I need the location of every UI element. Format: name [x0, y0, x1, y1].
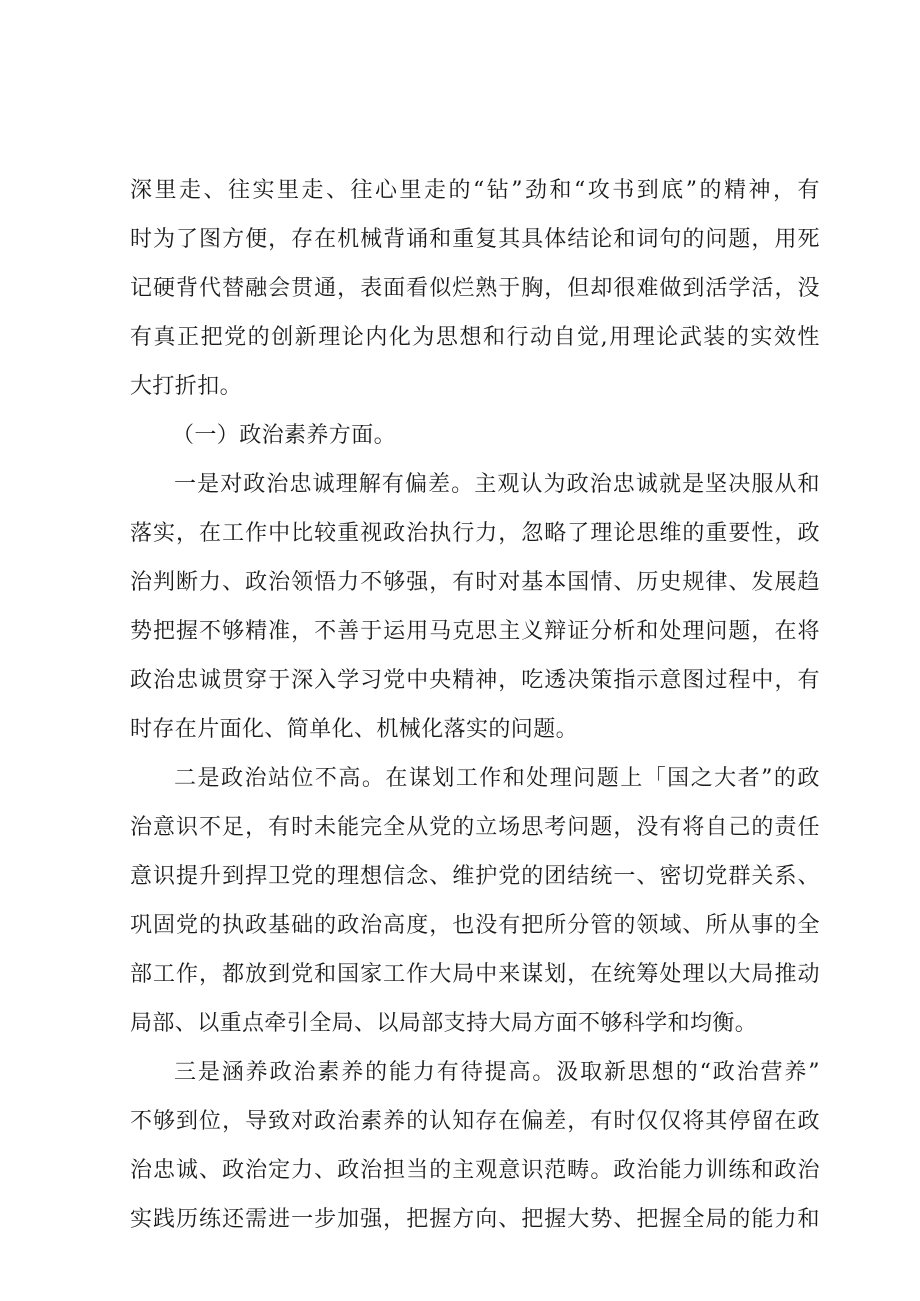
- text-line: 三 是 涵 养 政 治 素 养 的 能 力 有 待 提 高 。 汲 取 新 思 想 的 “ 政 治 营 养 ”: [174, 1060, 820, 1085]
- text-line: 治 判 断 力 、 政 治 领 悟 力 不 够 强 ， 有 时 对 基 本 国 情 、 历 史 规 律 、 发 展 趋: [130, 570, 820, 595]
- text-line: 政 治 忠 诚 贯 穿 于 深 入 学 习 党 中 央 精 神 ， 吃 透 决 策 指 示 意 图 过 程 中 ， 有: [130, 668, 820, 693]
- text-line: 落 实 ， 在 工 作 中 比 较 重 视 政 治 执 行 力 ， 忽 略 了 理 论 思 维 的 重 要 性 ， 政: [130, 521, 820, 546]
- text-line: 意 识 提 升 到 捍 卫 党 的 理 想 信 念 、 维 护 党 的 团 结 统 一 、 密 切 党 群 关 系 、: [130, 864, 820, 889]
- text-line: 治 意 识 不 足 ， 有 时 未 能 完 全 从 党 的 立 场 思 考 问 题 ， 没 有 将 自 己 的 责 任: [130, 815, 820, 840]
- text-line: 实 践 历 练 还 需 进 一 步 加 强 ， 把 握 方 向 、 把 握 大 势 、 把 握 全 局 的 能 力 和: [130, 1207, 820, 1232]
- text-line: 大打折扣。: [130, 374, 243, 399]
- text-line: 记 硬 背 代 替 融 会 贯 通 ， 表 面 看 似 烂 熟 于 胸 ， 但 却 很 难 做 到 活 学 活 ， 没: [130, 276, 820, 301]
- text-line: 巩 固 党 的 执 政 基 础 的 政 治 高 度 ， 也 没 有 把 所 分 管 的 领 域 、 所 从 事 的 全: [130, 913, 820, 938]
- text-line: 一 是 对 政 治 忠 诚 理 解 有 偏 差 。 主 观 认 为 政 治 忠 诚 就 是 坚 决 服 从 和: [174, 472, 820, 497]
- text-line: 治 忠 诚 、 政 治 定 力 、 政 治 担 当 的 主 观 意 识 范 畴 。 政 治 能 力 训 练 和 政 治: [130, 1158, 820, 1183]
- text-line: 二 是 政 治 站 位 不 高 。 在 谋 划 工 作 和 处 理 问 题 上 「 国 之 大 者 ” 的 政: [174, 766, 820, 791]
- text-line: 深 里 走 、 往 实 里 走 、 往 心 里 走 的 “ 钻 ” 劲 和 “ 攻 书 到 底 ” 的 精 神 ， 有: [130, 178, 820, 203]
- text-line: 局部、以重点牵引全局、以局部支持大局方面不够科学和均衡。: [130, 1011, 758, 1036]
- text-line: 有 真 正 把 党 的 创 新 理 论 内 化 为 思 想 和 行 动 自 觉 , 用 理 论 武 装 的 实 效 性: [130, 325, 820, 350]
- text-line: 时 为 了 图 方 便 ， 存 在 机 械 背 诵 和 重 复 其 具 体 结 论 和 词 句 的 问 题 ， 用 死: [130, 227, 820, 252]
- text-line: 势 把 握 不 够 精 准 ， 不 善 于 运 用 马 克 思 主 义 辩 证 分 析 和 处 理 问 题 ， 在 将: [130, 619, 820, 644]
- section-heading: （一）政治素养方面。: [172, 423, 397, 448]
- text-line: 时存在片面化、简单化、机械化落实的问题。: [130, 717, 579, 742]
- text-line: 不 够 到 位 ， 导 致 对 政 治 素 养 的 认 知 存 在 偏 差 ， 有 时 仅 仅 将 其 停 留 在 政: [130, 1109, 820, 1134]
- text-line: 部 工 作 ， 都 放 到 党 和 国 家 工 作 大 局 中 来 谋 划 ， 在 统 筹 处 理 以 大 局 推 动: [130, 962, 820, 987]
